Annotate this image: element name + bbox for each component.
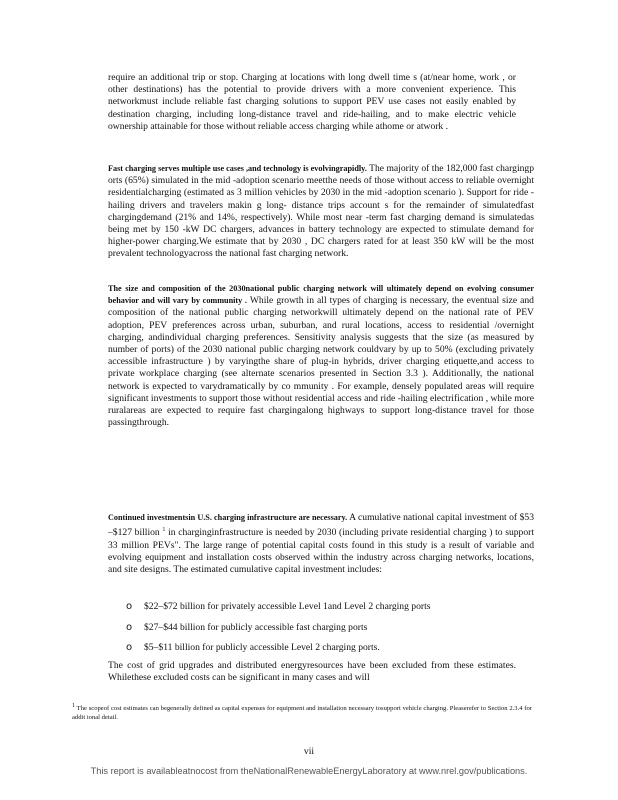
closing-paragraph: The cost of grid upgrades and distributed energyresources have been excluded from these estimates. Whilethese excluded costs can be significant in many cases and will xyxy=(108,660,516,684)
page-number: vii xyxy=(303,746,315,757)
list-marker: o xyxy=(126,642,133,653)
bullet-network-size xyxy=(108,283,534,429)
bullet-body: The majority of the 182,000 fast chargingp orts (65%) simulated in the mid -adoption scenario meetthe needs of those without access to reliable overnight residentialcharging (estimated as 3 million vehicles by 2030 in the mid -adoption scenario ). Support for ride -hailing drivers and travelers makin g long- distance trips account s for the remainder of simulatedfast chargingdemand (21% and 14%, respectively). While most near -term fast charging demand is simulatedas being met by 150 -kW DC chargers, advances in battery technology are expected to stimulate demand for higher-power charging.We estimate that by 2030 , DC chargers rated for at least 350 kW will be the most prevalent technologyacross the national fast charging network. xyxy=(108,163,535,260)
bullet-lead: The size and composition of the 2030national public charging network will ultimately depend on evolving consumer behavior and will vary by community . xyxy=(108,284,534,306)
list-item-text: $22–$72 billion for privately accessible Level 1and Level 2 charging ports xyxy=(144,601,431,612)
bullet-fast-charging xyxy=(108,163,534,261)
bullet-body: While growth in all types of charging is necessary, the eventual size and composition of the national public charging networkwill ultimately depend on the national rate of PEV adoption, PEV preferences across urban, suburban, and rural locations, access to residential /overnight charging, andindividual charging preferences. Sensitivity analysis suggests that the size (as measured by number of ports) of the 2030 national public charging network couldvary by up to 50% (excluding privately accessible infrastructure ) by varyingthe share of plug-in hybrids, driver charging etiquette,and access to private workplace charging (see alternate scenarios presented in Section 3.3 ). Additionally, the national network is expected to varydramatically by co mmunity . For example, densely populated areas will require significant investments to support those without residential access and ride -hailing electrification , while more ruralareas are expected to require fast chargingalong highways to support long-distance travel for those passingthrough. xyxy=(108,295,534,429)
list-item-text: $27–$44 billion for publicly accessible fast charging ports xyxy=(144,621,368,633)
list-item-text: $5–$11 billion for publicly accessible Level 2 charging ports. xyxy=(144,642,380,653)
bullet-body: A cumulative national capital investment of $53 –$127 billion xyxy=(108,512,534,539)
footnote xyxy=(72,702,532,722)
footnote-mark: 1 xyxy=(72,703,75,709)
bullet-body-continued: in charginginfrastructure is needed by 2030 (including private residential charging ) to support 33 million PEVs". The large range of potential capital costs found in this study is a result of variable and evolving equipment and installation costs observed within the industry across charging networks, locations, and site designs. The estimated cumulative capital investment includes: xyxy=(108,527,534,575)
bullet-investments xyxy=(108,512,534,576)
footnote-reference: 1 xyxy=(162,527,166,534)
bullet-lead: Continued investmentsin U.S. charging infrastructure are necessary. xyxy=(108,513,348,522)
footnote-text: The scopeof cost estimates can begenerally defined as capital expenses for equipment and installation necessary tosupport vehicle charging. Pleaserefer to Section 2.3.4 for addit ional detail. xyxy=(72,705,533,722)
report-availability-note: This report is availableatnocost from theNationalRenewableEnergyLaboratory at www.nrel.gov/publications. xyxy=(90,766,528,776)
bullet-lead: Fast charging serves multiple use cases ,and technology is evolvingrapidly. xyxy=(108,164,367,173)
list-marker: o xyxy=(126,621,133,633)
intro-paragraph: require an additional trip or stop. Charging at locations with long dwell time s (at/near home, work , or other destinations) has the potential to provide drivers with a more convenient experience. This networkmust include reliable fast charging solutions to support PEV use cases not easily enabled by destination charging, including long-distance travel and ride-hailing, and to make electric vehicle ownership attainable for those without reliable access charging while athome or atwork . xyxy=(108,72,516,132)
list-marker: o xyxy=(126,601,133,612)
